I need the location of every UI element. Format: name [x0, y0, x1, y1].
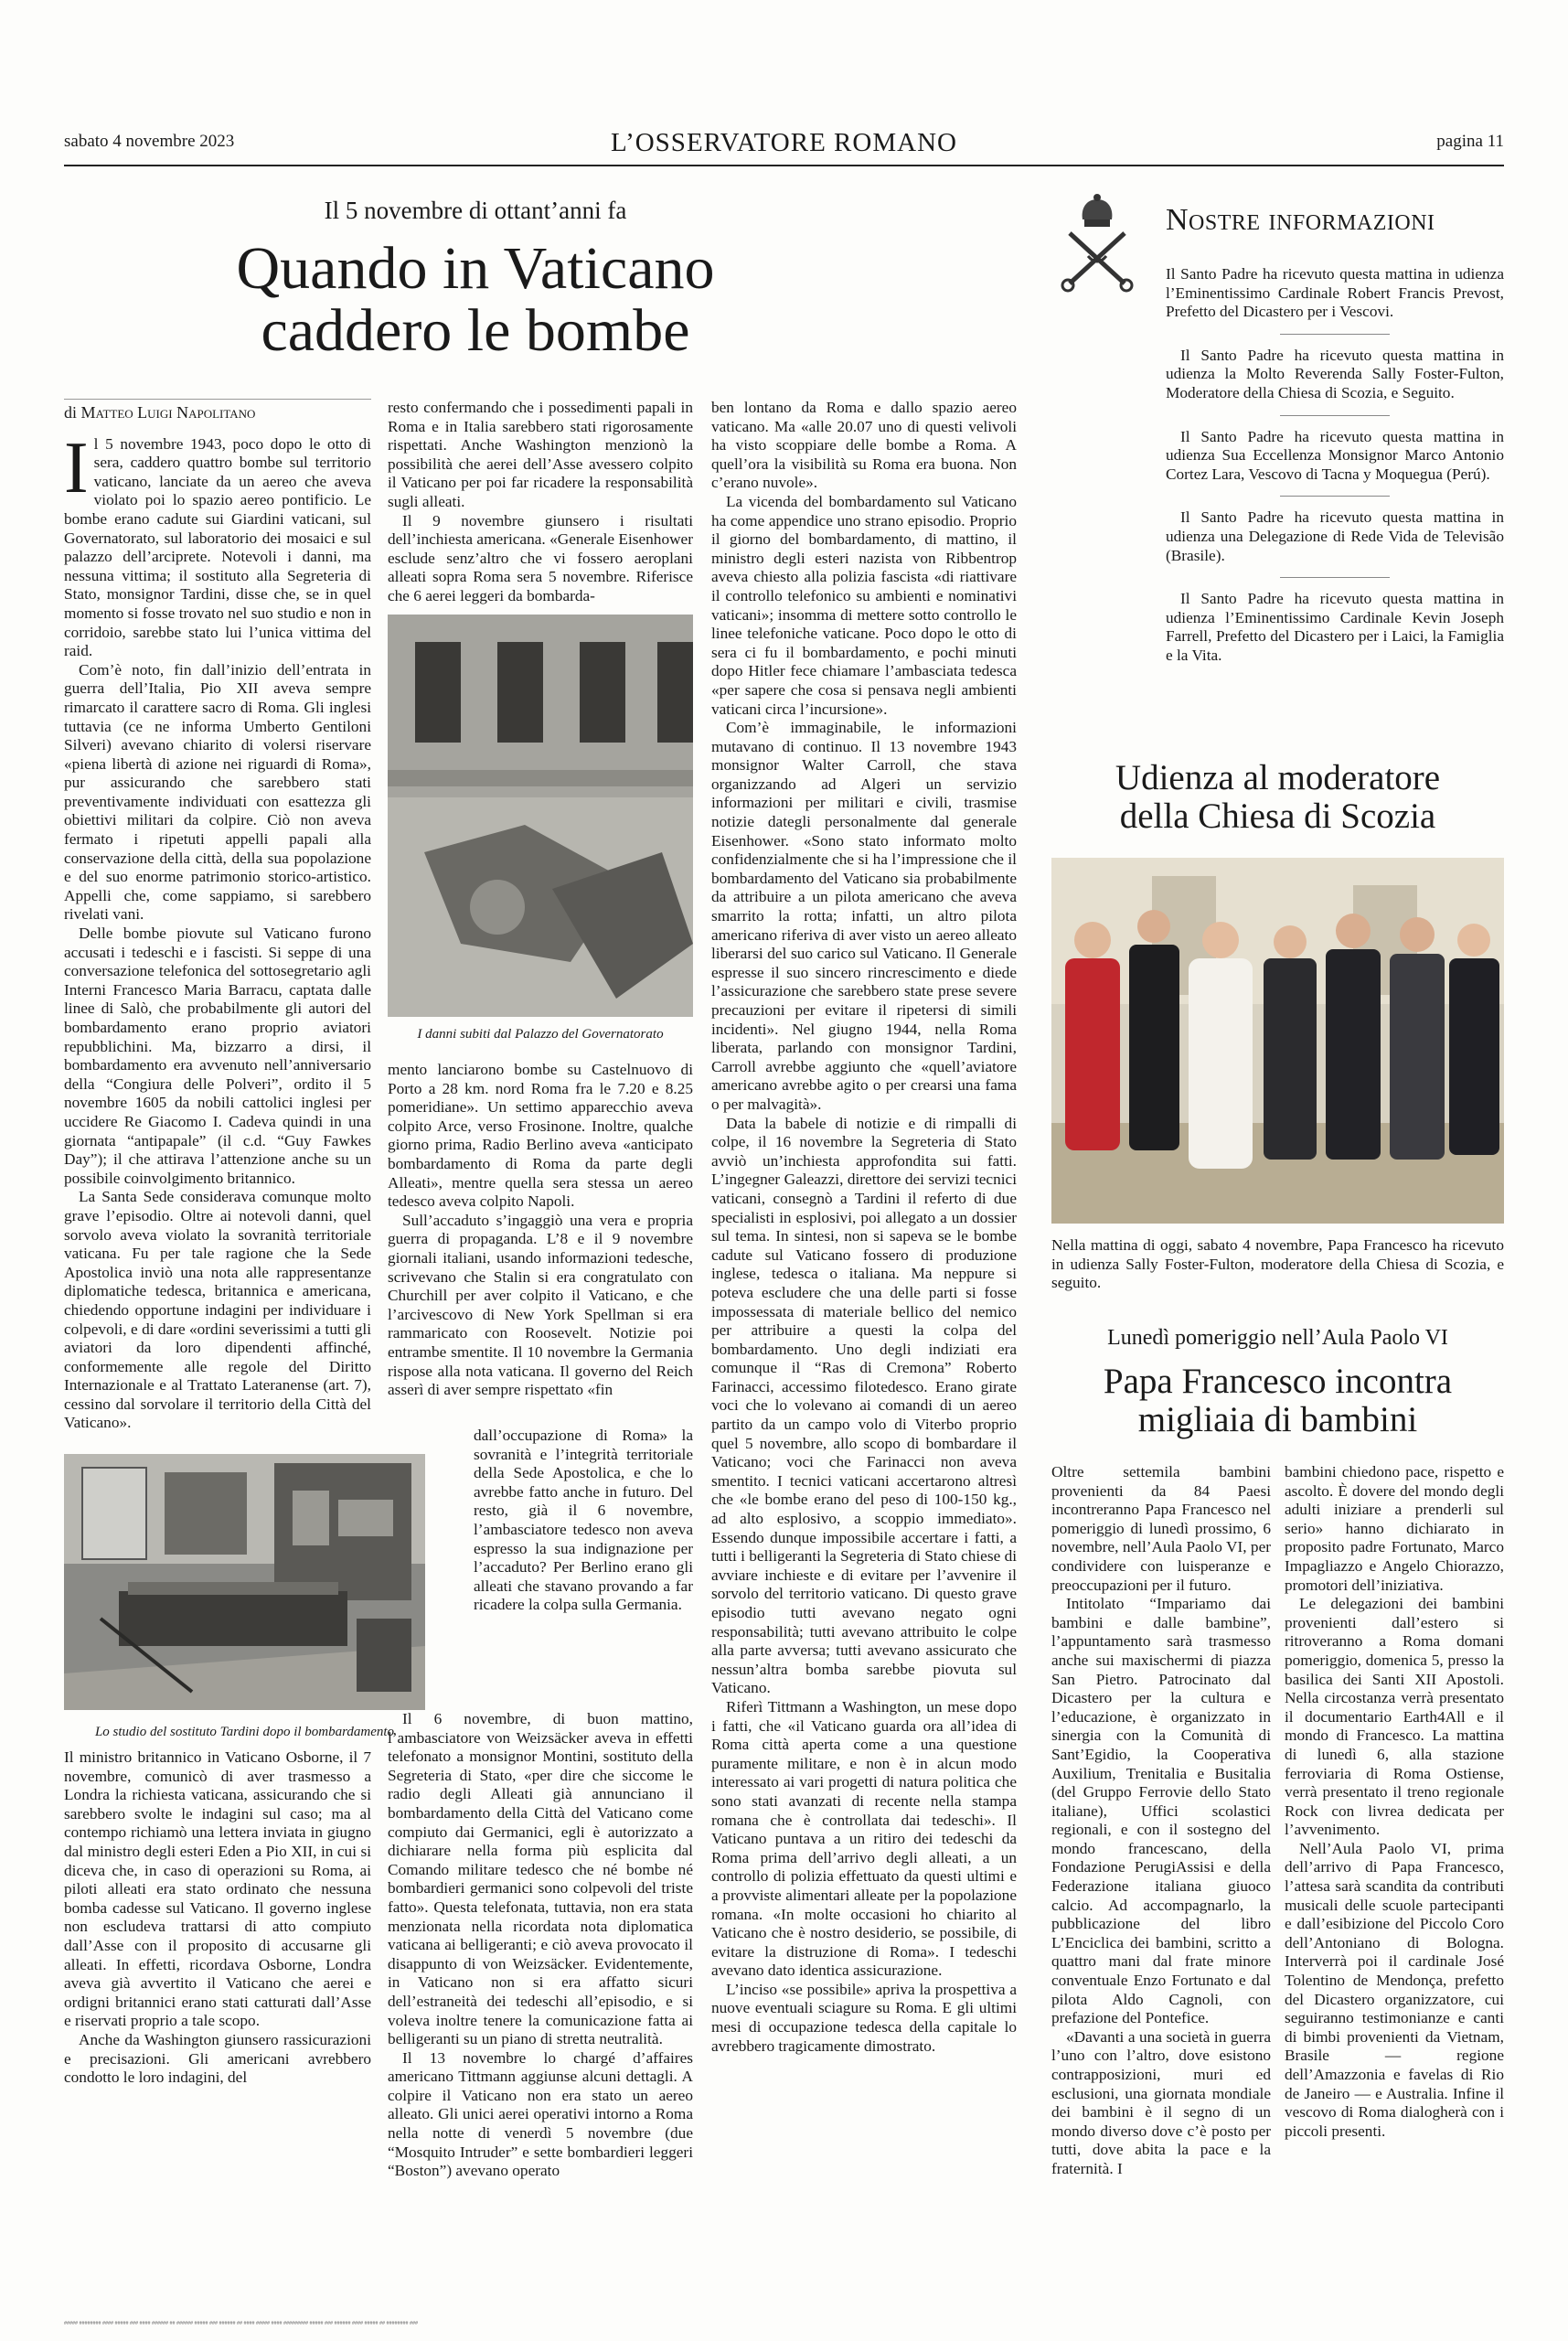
photo-tardini-study — [64, 1454, 425, 1710]
nostre-item-1: Il Santo Padre ha ricevuto questa mattina in udienza l’Eminentissimo Cardinale Robert Francis Prevost, Prefetto del Dicastero per i Vescovi. — [1166, 265, 1504, 321]
photo-governatorato-caption: I danni subiti dal Palazzo del Governatorato — [417, 1027, 664, 1042]
bambini-col1 — [1051, 1463, 1271, 2195]
nostre-informazioni-list — [1166, 265, 1504, 666]
main-col2-top — [388, 399, 693, 604]
main-col2-p5: dall’occupazione di Roma» la sovranità e l’integrità territoriale della Sede Apostolica, e che lo avrebbe fatto anche in futuro. Del resto, già il 6 novembre, l’ambasciatore tedesco non aveva espresso la sua indignazione per l’accaduto? Per Berlino erano gli alleati che stavano provando a far ricadere la colpa sulla Germania. — [474, 1427, 693, 1614]
main-col1-p5: Il ministro britannico in Vaticano Osborne, il 7 novembre, comunicò di aver trasmesso a Londra la richiesta vaticana, assicurando che si sarebbero svolte le indagini sul caso; ma al contempo richiamò una lettera inviata in giugno dal ministro degli esteri Eden a Pio XII, in cui si diceva che, in caso di operazioni su Roma, ai piloti alleati era stato ordinato che nessuna bomba cadesse sul Vaticano. Il governo inglese non escludeva trattarsi di atto compiuto dall’Asse con il proposito di accusarne gli alleati. In effetti, ricordava Osborne, Londra aveva già avvertito il Vaticano che aerei e ordigni britannici erano stati catturati dall’Asse e riservati proprio a tale scopo. — [64, 1748, 371, 2030]
main-col1-p3: Delle bombe piovute sul Vaticano furono accusati i tedeschi e i fascisti. Si seppe di una conversazione telefonica del sottosegretario agli Interni Francesco Maria Barracu, captata dalle linee di Salò, che probabilmente gli autori del bombardamento erano proprio aviatori repubblichini. Ma, bizzarro a dirsi, il bombardamento era avvenuto nell’anniversario della “Congiura delle Polveri”, ordito il 5 novembre 1605 da nobili cattolici inglesi per uccidere Re Giacomo I. Cadeva quindi in una giornata “antipapale” (il c.d. “Guy Fawkes Day”); il che attirava l’attenzione anche su un possibile coinvolgimento britannico. — [64, 925, 371, 1187]
bambini-col1-p1: Oltre settemila bambini provenienti da 84 Paesi incontreranno Papa Francesco nel pomeriggio di lunedì prossimo, 6 novembre, nell’Aula Paolo VI, per condividere con luisperanze e preoccupazioni per il futuro. — [1051, 1463, 1271, 1594]
bambini-kicker: Lunedì pomeriggio nell’Aula Paolo VI — [1107, 1326, 1448, 1350]
main-headline-line2: caddero le bombe — [261, 297, 690, 364]
main-col2-mid — [388, 1061, 693, 1425]
udienza-headline-line1: Udienza al moderatore — [1115, 758, 1441, 797]
bambini-col1-p2: Intitolato “Impariamo dai bambini e dalle bambine”, l’appuntamento sarà trasmesso anche sui maxischermi di piazza San Pietro. Patrocinato dal Dicastero per la cultura e l’educazione, è organizzato in sinergia con la Comunità di Sant’Egidio, la Cooperativa Auxilium, Trenitalia e Busitalia (del Gruppo Ferrovie dello Stato italiane), Uffici scolastici regionali, e con il sostegno del mondo francescano, della Fondazione PerugiAssisi e della Federazione italiana giuoco calcio. Ad accompagnarlo, la pubblicazione del libro L’Enciclica dei bambini, scritto a quattro mani dal frate minore conventuale Enzo Fortunato e dal pilota Aldo Cagnoli, con prefazione del Pontefice. — [1051, 1595, 1271, 2027]
main-col3-p4: Data la babele di notizie e di rimpalli di colpe, il 16 novembre la Segreteria di Stato avviò un’inchiesta approfondita sui fatti. L’ingegner Galeazzi, direttore dei servizi tecnici vaticani, consegnò a Tardini il referto di due specialisti in esplosivi, poi allegato a un dossier sul tema. In sintesi, non si sapeva se le bombe cadute sul Vaticano fossero di produzione inglese, tedesca o italiana. Ma neppure si poteva escludere che una delle parti si fosse impossessata di materiale bellico del nemico per attribuire a questi la colpa del bombardamento. Uno degli indiziati era comunque il “Ras di Cremona” Roberto Farinacci, accessimo filotedesco. Erano girate voci che lo volevano ai comandi di un aereo partito da un campo volo di Viterbo proprio quel 5 novembre, allo scopo di bombardare il Vaticano; voci che Farinacci non aveva smentito. I tecnici vaticani accertarono altresì che «le bombe erano del peso di 100-150 kg., ad alto esplosivo, a scoppio immediato». Essendo dunque impossibile accertare i fatti, a tutti i belligeranti la Segreteria di Stato chiese di avviare inchieste e di evitare per l’avvenire il sorvolo del territorio vaticano. Di questo grave episodio tutti avevano negato ogni responsabilità; tutti avevano attribuito le colpe alla parte avversa; tutti avevano assicurato che nessun’altra bomba sarebbe piovuta sul Vaticano. — [711, 1114, 1017, 1697]
main-col1-p4: La Santa Sede considerava comunque molto grave l’episodio. Oltre ai notevoli danni, quel sorvolo aveva violato la sovranità territoriale vaticana. Fu per tale ragione che la Sede Apostolica inviò una nota alle rappresentanze diplomatiche tedesca, britannica e americana, chiedendo opportune indagini per individuare i colpevoli, e di dare «ordini severissimi a tutti gli aviatori da loro dipendenti affinché, conformemente alle regole del Diritto Internazionale e al Trattato Lateranense (art. 7), cessino dal sorvolare il territorio della Città del Vaticano». — [64, 1188, 371, 1432]
main-col3-p2: La vicenda del bombardamento sul Vaticano ha come appendice uno strano episodio. Proprio il giorno del bombardamento, di mattino, il ministro degli esteri nazista von Ribbentrop aveva chiesto alla polizia fascista «di riattivare il controllo telefonico su ambienti e nominativi vaticani»; insomma di mettere sotto controllo le linee telefoniche vaticane. Poco dopo le otto di sera ci fu il bombardamento, e pochi minuti dopo Hitler fece chiamare l’ambasciata tedesca «per sapere che cosa si pensava negli ambienti vaticani circa l’incursione». — [711, 492, 1017, 718]
masthead-date: sabato 4 novembre 2023 — [64, 132, 235, 151]
main-kicker: Il 5 novembre di ottant’anni fa — [324, 197, 627, 224]
footer-code: ##### ######## #### ##### ### #### ###### ## ###### ##### ### ###### ## #### ##### #### ######### ##### ### ###### #### ##### ## ######## ### — [64, 2321, 418, 2326]
bambini-headline-line2: migliaia di bambini — [1137, 1400, 1418, 1439]
photo-udienza — [1051, 858, 1504, 1224]
photo-governatorato — [388, 615, 693, 1017]
bambini-col2 — [1285, 1463, 1504, 2195]
main-col1-p6: Anche da Washington giunsero rassicurazioni e precisazioni. Gli americani avrebbero condotto le loro indagini, del — [64, 2030, 371, 2087]
main-headline — [146, 235, 805, 364]
dropcap: I — [64, 427, 89, 508]
main-col1-p1 — [64, 427, 371, 661]
main-col3 — [711, 399, 1017, 2191]
byline-prefix: di — [64, 403, 81, 422]
photo-tardini-study-image — [64, 1454, 425, 1710]
bambini-headline-line1: Papa Francesco incontra — [1103, 1362, 1453, 1401]
main-col2-p3: mento lanciarono bombe su Castelnuovo di Porto a 28 km. nord Roma fra le 7.20 e 8.25 pomeridiane». Un settimo apparecchio aveva colpito Arce, verso Frosinone. Inoltre, qualche giorno prima, Radio Berlino aveva «anticipato bombardamento di Roma da parte degli Alleati», mentre quella sera stessa un aereo tedesco aveva colpito Napoli. — [388, 1061, 693, 1211]
bambini-col2-p1: bambini chiedono pace, rispetto e ascolto. È dovere del mondo degli adulti iniziare a prenderli sul serio» hanno dichiarato in proposito padre Fortunato, Marco Impagliazzo e Angelo Chiorazzo, promotori dell’iniziativa. — [1285, 1463, 1504, 1594]
main-col3-p5: Riferì Tittmann a Washington, un mese dopo i fatti, che «il Vaticano guarda ora all’idea di Roma città aperta come a una questione puramente militare, e non è in alcun modo interessato ai vari progetti di natura politica che sono stati avanzati di recente nella stampa romana che è controllata dai tedeschi». Il Vaticano puntava a un ritiro dei tedeschi da Roma prima dell’arrivo degli alleati, a un controllo di polizia effettuato da questi ultimi e a provviste alimentari alleate per la popolazione romana. «In molte occasioni ho chiarito al Vaticano che è nostro desiderio, se possibile, di evitare la distruzione di Roma». I tedeschi avevano dato identica assicurazione. — [711, 1697, 1017, 1980]
nostre-item-4: Il Santo Padre ha ricevuto questa mattina in udienza una Delegazione di Rede Vida de Televisão (Brasile). — [1166, 508, 1504, 564]
main-col1-p2: Com’è noto, fin dall’inizio dell’entrata in guerra dell’Italia, Pio XII aveva sempre rimarcato il carattere sacro di Roma. Gli inglesi tuttavia (ce ne informa Umberto Gentiloni Silveri) avevano chiarito di volersi riservare «piena libertà di azione nei riguardi di Roma», pur assicurando che sarebbero stati preventivamente individuati con esattezza gli obiettivi militari da colpire. Ciò non aveva fermato i ripetuti appelli papali alla conservazione della città, della sua popolazione e del suo enorme patrimonio storico-artistico. Appelli che, come sappiamo, si sarebbero rivelati vani. — [64, 660, 371, 924]
separator — [1280, 334, 1390, 335]
udienza-headline-line2: della Chiesa di Scozia — [1119, 796, 1436, 836]
photo-governatorato-image — [388, 615, 693, 1017]
nostre-informazioni-heading: Nostre informazioni — [1166, 203, 1435, 237]
main-col2-bottom — [388, 1710, 693, 2197]
main-col1-top — [64, 399, 371, 1450]
bambini-col2-p2: Le delegazioni dei bambini provenienti dall’estero si ritroveranno a Roma domani pomeriggio, domenica 5, presso la basilica dei Santi XII Apostoli. Nella circostanza verrà presentato il documentario Earth4All e il mondo di Francesco. La mattina di lunedì 6, alla stazione ferroviaria di Roma Ostiense, verrà presentato il treno regionale Rock con livrea dedicata per l’avvenimento. — [1285, 1595, 1504, 1839]
byline — [64, 399, 371, 422]
main-col2-p2: Il 9 novembre giunsero i risultati dell’inchiesta americana. «Generale Eisenhower esclude senz’altro che vi fossero aeroplani alleati sopra Roma sera 5 novembre. Riferisce che 6 aerei leggeri da bombarda- — [388, 511, 693, 604]
bambini-col1-p3: «Davanti a una società in guerra l’uno con l’altro, dove esistono contrapposizioni, muri ed esclusioni, una giornata mondiale dei bambini è il segno di un mondo diverso dove c’è posto per tutti, dove abita la pace e la fraternità. I — [1051, 2027, 1271, 2177]
masthead-title: L’OSSERVATORE ROMANO — [611, 128, 957, 157]
bambini-col2-p3: Nell’Aula Paolo VI, prima dell’arrivo di Papa Francesco, l’attesa sarà scandita da contributi musicali delle scuole partecipanti e dall’esibizione del Piccolo Coro dell’Antoniano di Bologna. Interverrà poi il cardinale José Tolentino de Mendonça, prefetto del Dicastero organizzatore, cui seguiranno testimonianze e canti di bimbi provenienti da Vietnam, Brasile — regione dell’Amazzonia e favelas di Rio de Janeiro — e Australia. Infine il vescovo di Roma dialogherà con i piccoli presenti. — [1285, 1839, 1504, 2140]
separator — [1280, 577, 1390, 578]
page-number: pagina 11 — [1436, 132, 1504, 151]
separator — [1280, 496, 1390, 497]
main-col3-p6: L’inciso «se possibile» apriva la prospettiva a nuove eventuali sciagure su Roma. E gli ultimi mesi di occupazione tedesca della capitale lo avrebbero tragicamente dimostrato. — [711, 1980, 1017, 2055]
nostre-item-3: Il Santo Padre ha ricevuto questa mattina in udienza Sua Eccellenza Monsignor Marco Antonio Cortez Lara, Vescovo di Tacna y Moquegua (Perú). — [1166, 427, 1504, 483]
main-col2-p4: Sull’accaduto s’ingaggiò una vera e propria guerra di propaganda. L’8 e il 9 novembre giornali italiani, usando informazioni tedesche, scrivevano che Stalin si era congratulato con Churchill per aver colpito il Vaticano, e che l’arcivescovo di New York Spellman si era rammaricato con Roosevelt. Notizie poi entrambe smentite. Il 10 novembre la Germania rispose alla nota vaticana. Il governo del Reich asserì di aver sempre rispettato «fin — [388, 1211, 693, 1399]
nostre-item-5: Il Santo Padre ha ricevuto questa mattina in udienza l’Eminentissimo Cardinale Kevin Joseph Farrell, Prefetto del Dicastero per i Laici, la Famiglia e la Vita. — [1166, 590, 1504, 664]
main-headline-line1: Quando in Vaticano — [236, 235, 715, 302]
udienza-caption: Nella mattina di oggi, sabato 4 novembre, Papa Francesco ha ricevuto in udienza Sally Foster-Fulton, moderatore della Chiesa di Scozia, e seguito. — [1051, 1236, 1504, 1292]
photo-tardini-caption: Lo studio del sostituto Tardini dopo il bombardamento — [94, 1725, 395, 1739]
main-col2-p1: resto confermando che i possedimenti papali in Roma e in Italia sarebbero stati rigorosamente rispettati. Anche Washington menzionò la possibilità che aerei dell’Asse avessero colpito il Vaticano per poi far ricadere la responsabilità sugli alleati. — [388, 399, 693, 510]
vatican-coat-of-arms-icon — [1051, 192, 1143, 293]
separator — [1280, 415, 1390, 416]
main-col3-p3: Com’è immaginabile, le informazioni mutavano di continuo. Il 13 novembre 1943 monsignor Walter Carroll, che stava organizzando ad Algeri un servizio informazioni per militari e civili, trasmise notizie dategli personalmente dal generale Eisenhower. «Sono stato informato molto confidenzialmente che si ha l’impressione che il bombardamento del Vaticano sia probabilmente da attribuire a un pilota americano che aveva smarrito la rotta; infatti, un altro pilota americano riferiva di aver visto un aereo alleato liberarsi del suo carico sul Vaticano. Il Generale espresse il suo sincero rincrescimento e diede l’assicurazione che sarebbero state prese severe precauzioni per evitare il ripetersi di simili incidenti». Nel giugno 1944, nella Roma liberata, parlando con monsignor Tardini, Carroll avrebbe aggiunto che «quell’aviatore americano avrebbe agito o per crearsi una fama o per malvagità». — [711, 719, 1017, 1113]
main-col1-bottom — [64, 1748, 371, 2197]
photo-udienza-image — [1051, 858, 1504, 1224]
masthead — [64, 128, 1504, 166]
main-col3-p1: ben lontano da Roma e dallo spazio aereo vaticano. Ma «alle 20.07 uno di questi velivoli ha visto scoppiare delle bombe a Roma. A quell’ora la visibilità su Roma era buona. Non c’erano nuvole». — [711, 399, 1017, 492]
byline-author: Matteo Luigi Napolitano — [80, 403, 256, 422]
main-col1-p1-text: l 5 novembre 1943, poco dopo le otto di sera, caddero quattro bombe sul territorio vaticano, lanciate da un aereo che aveva violato poi lo spazio aereo pontificio. Le bombe erano cadute sui Giardini vaticani, sul Governatorato, sul laboratorio dei mosaici e sul palazzo dell’arciprete. Notevoli i danni, ma nessuna vittima; il sostituto alla Segreteria di Stato, monsignor Tardini, disse che, se in quel momento si fosse trovato nel suo studio e non in corridoio, sarebbe stato lui l’unica vittima del raid. — [64, 434, 371, 660]
bambini-headline — [1051, 1363, 1504, 1439]
main-col2-narrow — [474, 1427, 693, 1737]
udienza-headline — [1051, 759, 1504, 836]
main-col2-p6: Il 6 novembre, di buon mattino, l’ambasciatore von Weizsäcker aveva in effetti telefonato a monsignor Montini, sostituto della Segreteria di Stato, «per dire che siccome le radio degli Alleati già annunciano il bombardamento della Città del Vaticano come compiuto dai Germanici, egli è autorizzato a dichiarare nella forma più esplicita dal Comando militare tedesco che né bombe né bombardieri germanici sono colpevoli del triste fatto». Questa telefonata, tuttavia, non era stata menzionata nella ricordata nota diplomatica vaticana ai belligeranti; e ciò aveva provocato il disappunto di von Weizsäcker. Evidentemente, in Vaticano non si era affatto sicuri dell’estraneità dei tedeschi all’episodio, e si voleva inoltre tenere la comunicazione fatta ai belligeranti su un piano di stretta neutralità. — [388, 1710, 693, 2048]
main-col2-p7: Il 13 novembre lo chargé d’affaires americano Tittmann aggiunse alcuni dettagli. A colpire il Vaticano non era stato un aereo alleato. Gli unici aerei operativi intorno a Roma nella notte di venerdì 5 novembre (due “Mosquito Intruder” e sette bombardieri leggeri “Boston”) avevano operato — [388, 2048, 693, 2180]
nostre-item-2: Il Santo Padre ha ricevuto questa mattina in udienza la Molto Reverenda Sally Foster-Fulton, Moderatore della Chiesa di Scozia, e Seguito. — [1166, 346, 1504, 401]
